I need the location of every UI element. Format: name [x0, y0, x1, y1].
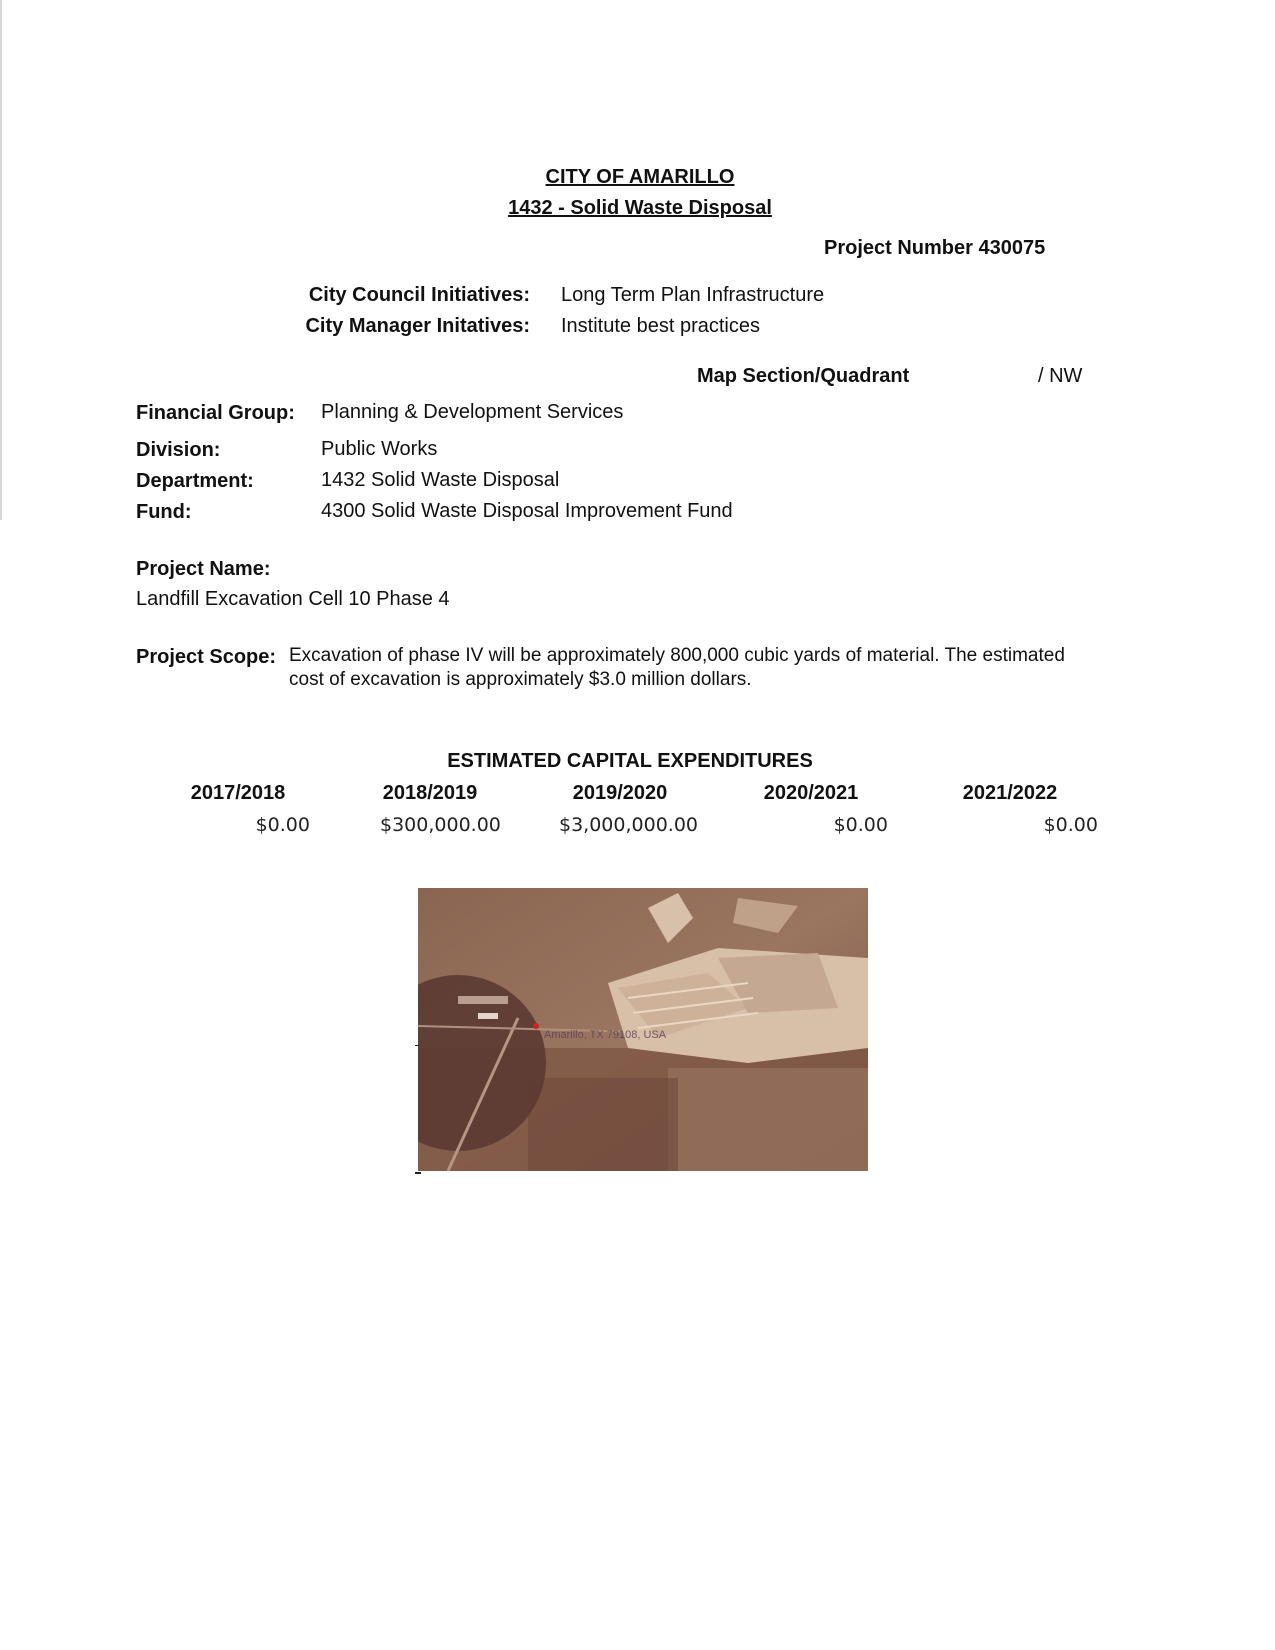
project-number-block	[824, 237, 1045, 260]
project-number-label: Project Number	[824, 237, 973, 259]
org-title: CITY OF AMARILLO	[545, 166, 735, 188]
project-scope-line-2: cost of excavation is approximately $3.0 million dollars.	[289, 669, 752, 690]
department-value: 1432 Solid Waste Disposal	[321, 469, 560, 491]
fund-label: Fund:	[136, 501, 192, 523]
page-edge-shadow	[0, 0, 2, 520]
expenditures-title: ESTIMATED CAPITAL EXPENDITURES	[447, 750, 813, 772]
fund-value: 4300 Solid Waste Disposal Improvement Fund	[321, 500, 733, 522]
amount-2021-2022: $0.00	[1043, 814, 1098, 836]
year-2018-2019: 2018/2019	[382, 782, 478, 804]
amount-2019-2020: $3,000,000.00	[559, 814, 699, 836]
photo-margin-mark	[415, 1045, 419, 1046]
project-number-value: 430075	[978, 237, 1046, 259]
division-label: Division:	[136, 439, 221, 461]
council-initiatives-label: City Council Initiatives:	[308, 284, 530, 306]
year-2019-2020: 2019/2020	[572, 782, 668, 804]
year-2021-2022: 2021/2022	[962, 782, 1058, 804]
map-section-label: Map Section/Quadrant	[697, 365, 910, 387]
department-label: Department:	[136, 470, 254, 492]
map-section-value: / NW	[1038, 365, 1083, 387]
amount-2018-2019: $300,000.00	[380, 814, 501, 836]
manager-initiatives-value: Institute best practices	[561, 315, 760, 337]
department-title: 1432 - Solid Waste Disposal	[508, 197, 772, 219]
year-2017-2018: 2017/2018	[190, 782, 286, 804]
council-initiatives-value: Long Term Plan Infrastructure	[561, 284, 825, 306]
financial-group-label: Financial Group:	[136, 402, 295, 424]
year-2020-2021: 2020/2021	[763, 782, 859, 804]
photo-margin-mark	[415, 1172, 421, 1174]
amount-2020-2021: $0.00	[833, 814, 888, 836]
amount-2017-2018: $0.00	[255, 814, 310, 836]
project-name-label: Project Name:	[136, 558, 271, 580]
photo-address-caption: Amarillo, TX 79108, USA	[544, 1029, 667, 1041]
project-name-value: Landfill Excavation Cell 10 Phase 4	[136, 588, 450, 610]
division-value: Public Works	[321, 438, 438, 460]
project-scope-label: Project Scope:	[136, 646, 277, 668]
financial-group-value: Planning & Development Services	[321, 401, 624, 423]
project-scope-line-1: Excavation of phase IV will be approximately 800,000 cubic yards of material. The estimated	[289, 645, 1065, 666]
landfill-aerial-photo	[418, 888, 868, 1171]
manager-initiatives-label: City Manager Initatives:	[305, 315, 530, 337]
